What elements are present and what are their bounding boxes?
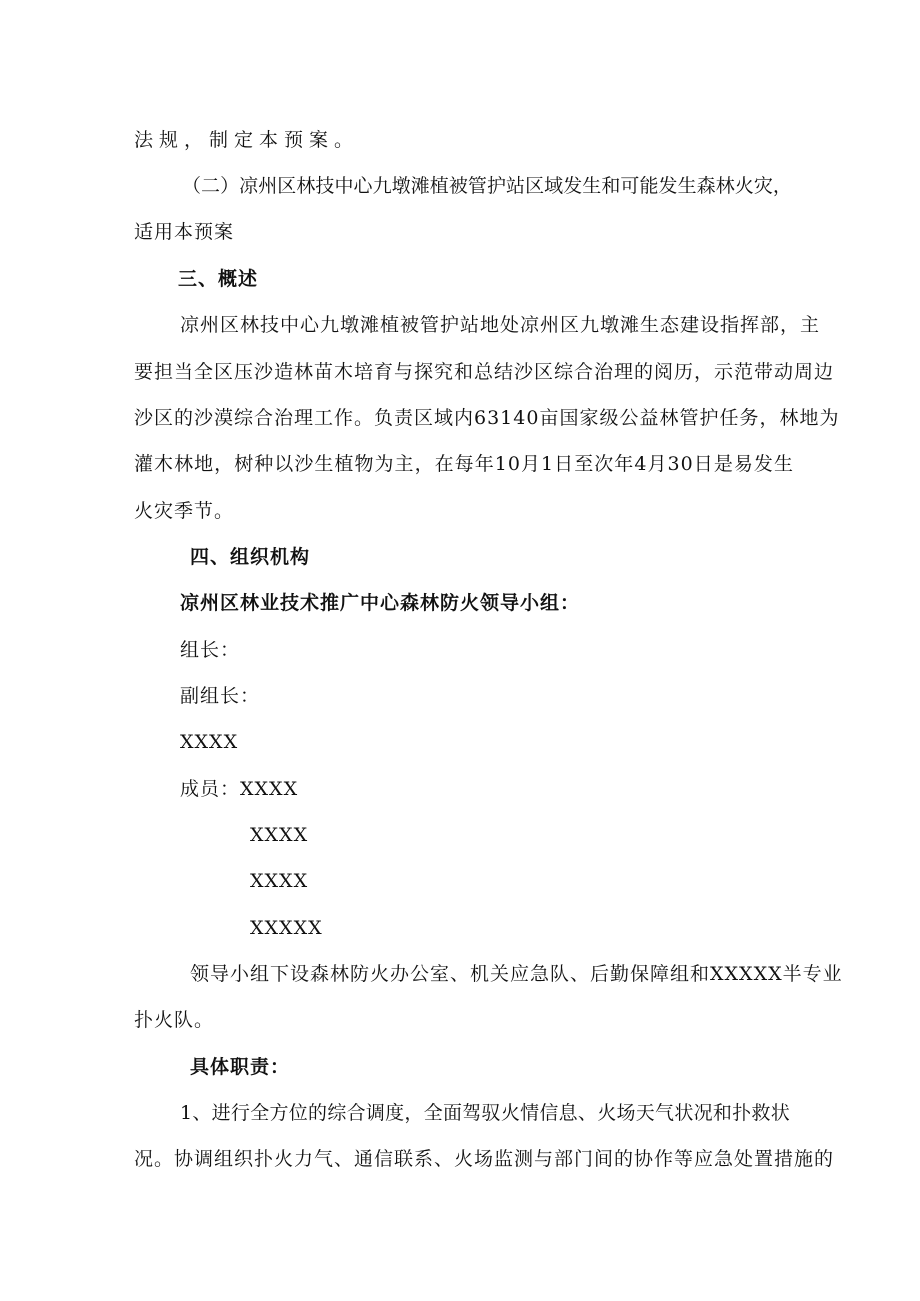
duty-1-line-2: 况。协调组织扑火力气、通信联系、火场监测与部门间的协作等应急处置措施的 bbox=[134, 1148, 835, 1170]
overview-line-5: 火灾季节。 bbox=[134, 500, 235, 522]
paragraph-continuation: 法规，制定本预案。 bbox=[134, 129, 360, 151]
subunits-line-1: 领导小组下设森林防火办公室、机关应急队、后勤保障组和XXXXX半专业 bbox=[190, 963, 843, 985]
section-heading-organization: 四、组织机构 bbox=[190, 546, 311, 568]
leadership-group-title: 凉州区林业技术推广中心森林防火领导小组： bbox=[180, 592, 581, 614]
overview-line-3: 沙区的沙漠综合治理工作。负责区域内63140亩国家级公益林管护任务，林地为 bbox=[134, 407, 840, 429]
subunits-line-2: 扑火队。 bbox=[134, 1009, 215, 1031]
deputy-leader-label: 副组长： bbox=[180, 685, 261, 707]
duty-1-line-1: 1、进行全方位的综合调度，全面驾驭火情信息、火场天气状况和扑救状 bbox=[180, 1102, 790, 1124]
member-name: XXXXX bbox=[250, 917, 323, 939]
overview-line-2: 要担当全区压沙造林苗木培育与探究和总结沙区综合治理的阅历，示范带动周边 bbox=[134, 361, 835, 383]
overview-line-1: 凉州区林技中心九墩滩植被管护站地处凉州区九墩滩生态建设指挥部，主 bbox=[180, 314, 821, 336]
group-leader-label: 组长： bbox=[180, 639, 241, 661]
member-name: XXXX bbox=[250, 824, 309, 846]
deputy-leader-name: XXXX bbox=[180, 731, 239, 753]
members-label: 成员：XXXX bbox=[180, 778, 299, 800]
scope-item-2-line-1: （二）凉州区林技中心九墩滩植被管护站区域发生和可能发生森林火灾， bbox=[182, 175, 792, 197]
member-name: XXXX bbox=[250, 870, 309, 892]
overview-line-4: 灌木林地，树种以沙生植物为主，在每年10月1日至次年4月30日是易发生 bbox=[134, 453, 794, 475]
duties-heading: 具体职责： bbox=[190, 1056, 291, 1078]
section-heading-overview: 三、概述 bbox=[178, 268, 259, 290]
scope-item-2-line-2: 适用本预案 bbox=[134, 221, 235, 243]
